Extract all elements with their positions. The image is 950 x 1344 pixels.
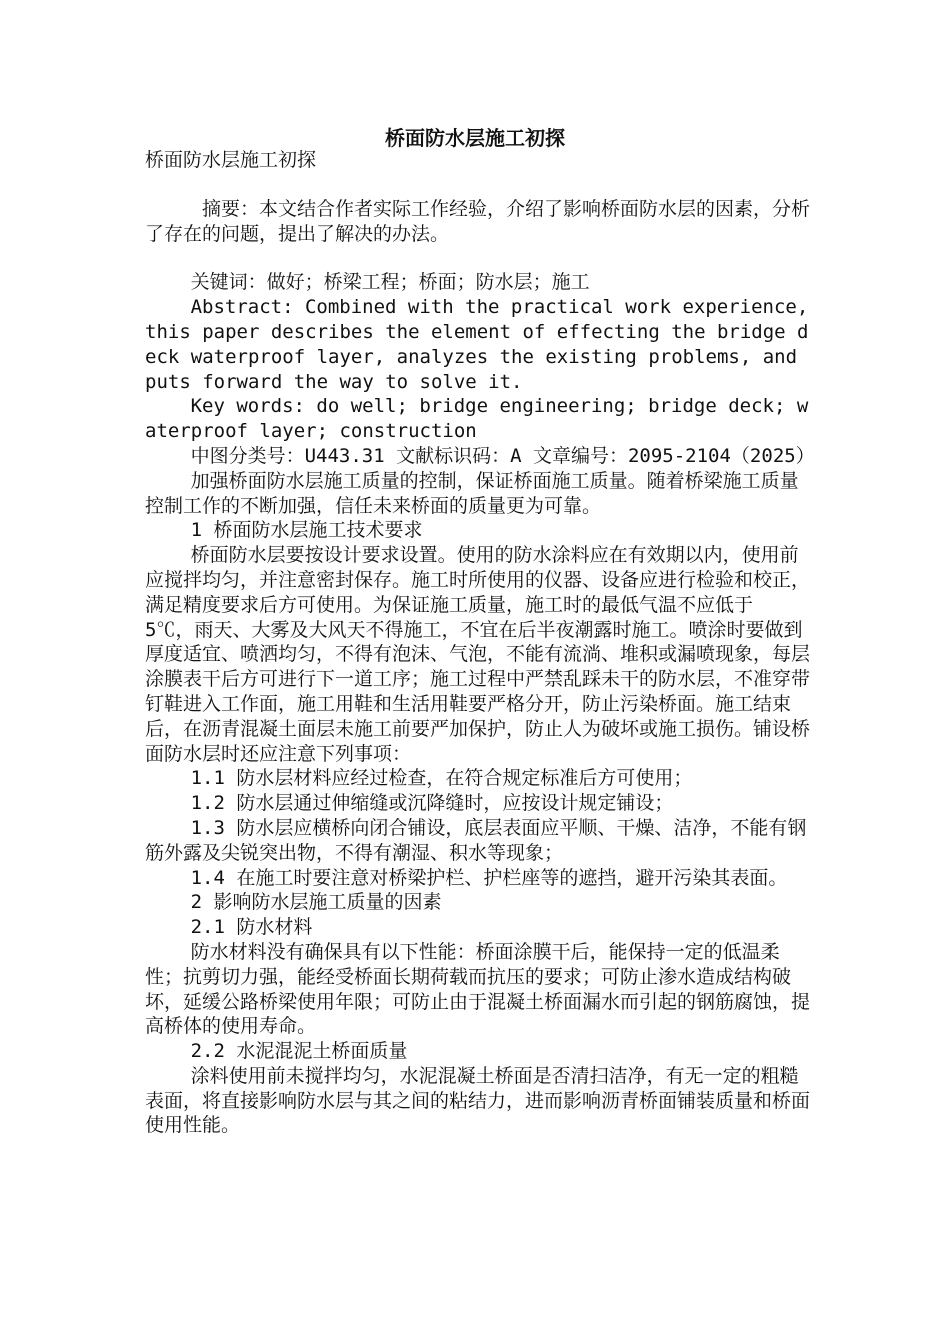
section-1-4: 1.4 在施工时要注意对桥梁护栏、护栏座等的遮挡，避开污染其表面。 (190, 866, 788, 889)
section-1-3: 1.3 防水层应横桥向闭合铺设，底层表面应平顺、干燥、洁净，不能有钢筋外露及尖锐突出物，不得有潮湿、积水等现象； (145, 816, 807, 864)
section-1-2: 1.2 防水层通过伸缩缝或沉降缝时，应按设计规定铺设； (190, 792, 674, 815)
section-2-1-body: 防水材料没有确保具有以下性能：桥面涂膜干后，能保持一定的低温柔性；抗剪切力强，能经受桥面长期荷载而抗压的要求；可防止渗水造成结构破坏，延缓公路桥梁使用年限；可防止由于混凝土桥面漏水而引起的钢筋腐蚀，提高桥体的使用寿命。 (145, 940, 811, 1038)
section-1-1: 1.1 防水层材料应经过检查，在符合规定标准后方可使用； (190, 767, 693, 790)
section-2-heading: 2 影响防水层施工质量的因素 (190, 891, 442, 914)
keywords-en: Key words: do well; bridge engineering; bridge deck; waterproof layer; construction (145, 395, 809, 443)
classification-line: 中图分类号：U443.31 文献标识码：A 文章编号：2095-2104（2025） (190, 444, 815, 467)
section-2-2-heading: 2.2 水泥混泥土桥面质量 (190, 1040, 408, 1063)
section-2-1-heading: 2.1 防水材料 (190, 916, 313, 939)
abstract-cn: 摘要：本文结合作者实际工作经验，介绍了影响桥面防水层的因素，分析了存在的问题，提出了解决的办法。 (145, 197, 811, 245)
keywords-cn: 关键词：做好；桥梁工程；桥面；防水层；施工 (190, 271, 590, 294)
section-2-2-body: 涂料使用前未搅拌均匀，水泥混凝土桥面是否清扫洁净，有无一定的粗糙表面，将直接影响防水层与其之间的粘结力，进而影响沥青桥面铺装质量和桥面使用性能。 (145, 1064, 811, 1137)
document-subtitle: 桥面防水层施工初探 (145, 149, 317, 171)
abstract-en: Abstract: Combined with the practical work experience, this paper describes the element of effecting the bridge deck waterproof layer, analyzes the existing problems, and puts forward the way to solve it. (145, 296, 809, 393)
document-body (145, 148, 815, 1138)
section-1-heading: 1 桥面防水层施工技术要求 (190, 519, 423, 542)
document-title: 桥面防水层施工初探 (385, 126, 565, 150)
intro-paragraph: 加强桥面防水层施工质量的控制，保证桥面施工质量。随着桥梁施工质量控制工作的不断加强，信任未来桥面的质量更为可靠。 (145, 469, 799, 517)
section-1-body: 桥面防水层要按设计要求设置。使用的防水涂料应在有效期以内，使用前应搅拌均匀，并注意密封保存。施工时所使用的仪器、设备应进行检验和校正，满足精度要求后方可使用。为保证施工质量，施工时的最低气温不应低于 5℃，雨天、大雾及大风天不得施工，不宜在后半夜潮露时施工。喷涂时要做到厚度适宜、喷洒均匀，不得有泡沫、气泡，不能有流淌、堆积或漏喷现象，每层涂膜表干后方可进行下一道工序；施工过程中严禁乱踩未干的防水层，不准穿带钉鞋进入工作面，施工用鞋和生活用鞋要严格分开，防止污染桥面。施工结束后，在沥青混凝土面层未施工前要严加保护，防止人为破坏或施工损伤。铺设桥面防水层时还应注意下列事项： (145, 544, 811, 765)
